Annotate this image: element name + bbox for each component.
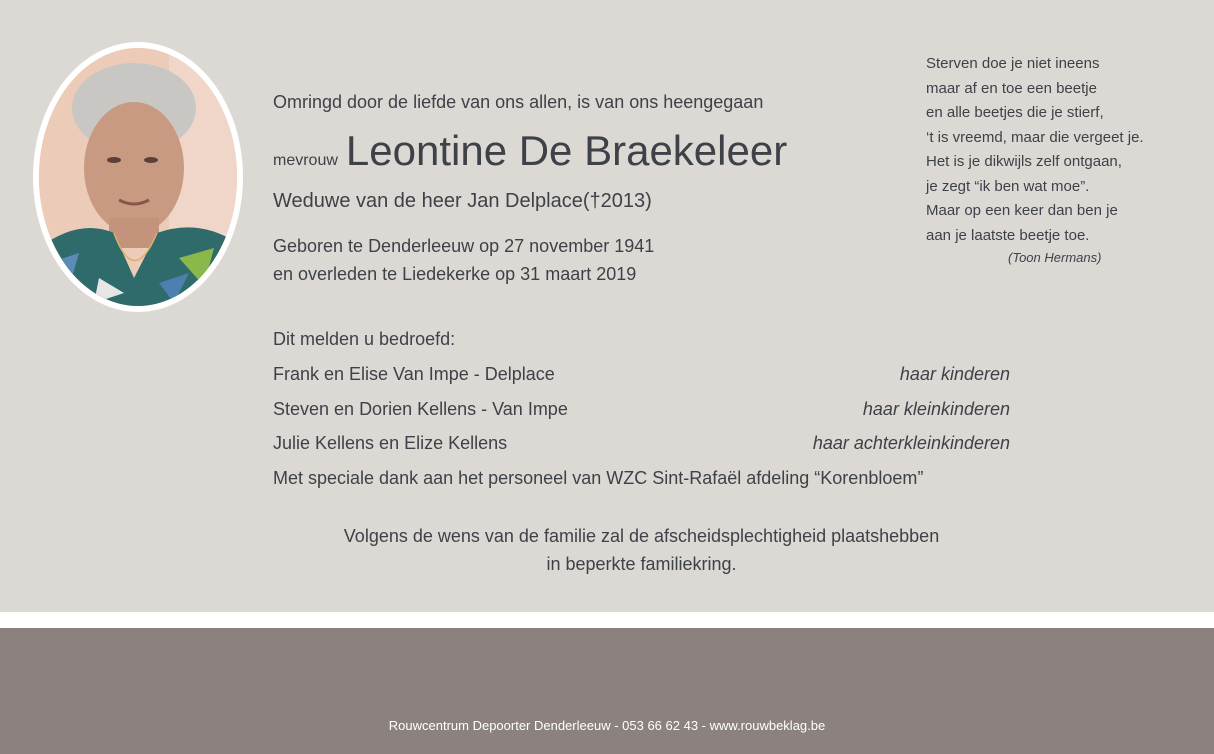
announce-text: Dit melden u bedroefd: xyxy=(273,329,456,349)
footer-bar xyxy=(0,628,1214,754)
poem-line: Sterven doe je niet ineens xyxy=(926,55,1100,72)
portrait-frame xyxy=(33,42,243,312)
family-names: Julie Kellens en Elize Kellens xyxy=(273,433,508,453)
portrait-photo xyxy=(39,48,237,306)
family-relation: haar kleinkinderen xyxy=(862,399,1010,419)
wish-line: Volgens de wens van de familie zal de afscheidsplechtigheid plaatshebben xyxy=(343,526,940,546)
intro-text: Omringd door de liefde van ons allen, is van ons heengegaan xyxy=(273,92,764,112)
name-line xyxy=(273,127,787,175)
poem-line: Het is je dikwijls zelf ontgaan, xyxy=(926,153,1122,170)
name-prefix: mevrouw xyxy=(273,152,338,169)
portrait-illustration xyxy=(39,48,237,306)
wish-line: in beperkte familiekring. xyxy=(546,554,737,574)
poem-line: Maar op een keer dan ben je xyxy=(926,202,1118,219)
ceremony-wish xyxy=(273,522,1010,578)
death-line: en overleden te Liedekerke op 31 maart 2019 xyxy=(273,264,637,284)
poem-line: en alle beetjes die je stierf, xyxy=(926,104,1104,121)
thanks-text: Met speciale dank aan het personeel van WZC Sint-Rafaël afdeling “Korenbloem” xyxy=(273,468,924,488)
poem-line: je zegt “ik ben wat moe”. xyxy=(926,177,1090,195)
deceased-name: Leontine De Braekeleer xyxy=(345,127,788,174)
family-relation: haar kinderen xyxy=(899,364,1010,384)
family-names: Steven en Dorien Kellens - Van Impe xyxy=(273,399,568,419)
widow-text: Weduwe van de heer Jan Delplace(†2013) xyxy=(273,190,652,212)
footer-contact: Rouwcentrum Depoorter Denderleeuw - 053 66 62 43 - www.rouwbeklag.be xyxy=(388,718,826,733)
poem-line: ‘t is vreemd, maar die vergeet je. xyxy=(926,128,1144,146)
poem-line: maar af en toe een beetje xyxy=(926,79,1097,97)
birth-death-text xyxy=(273,232,654,288)
poem xyxy=(926,52,1144,248)
poem-author: (Toon Hermans) xyxy=(1008,250,1102,265)
family-names: Frank en Elise Van Impe - Delplace xyxy=(273,364,555,384)
family-relation: haar achterkleinkinderen xyxy=(812,433,1010,453)
separator xyxy=(0,612,1214,628)
poem-line: aan je laatste beetje toe. xyxy=(926,226,1090,244)
birth-line: Geboren te Denderleeuw op 27 november 1941 xyxy=(273,236,655,256)
